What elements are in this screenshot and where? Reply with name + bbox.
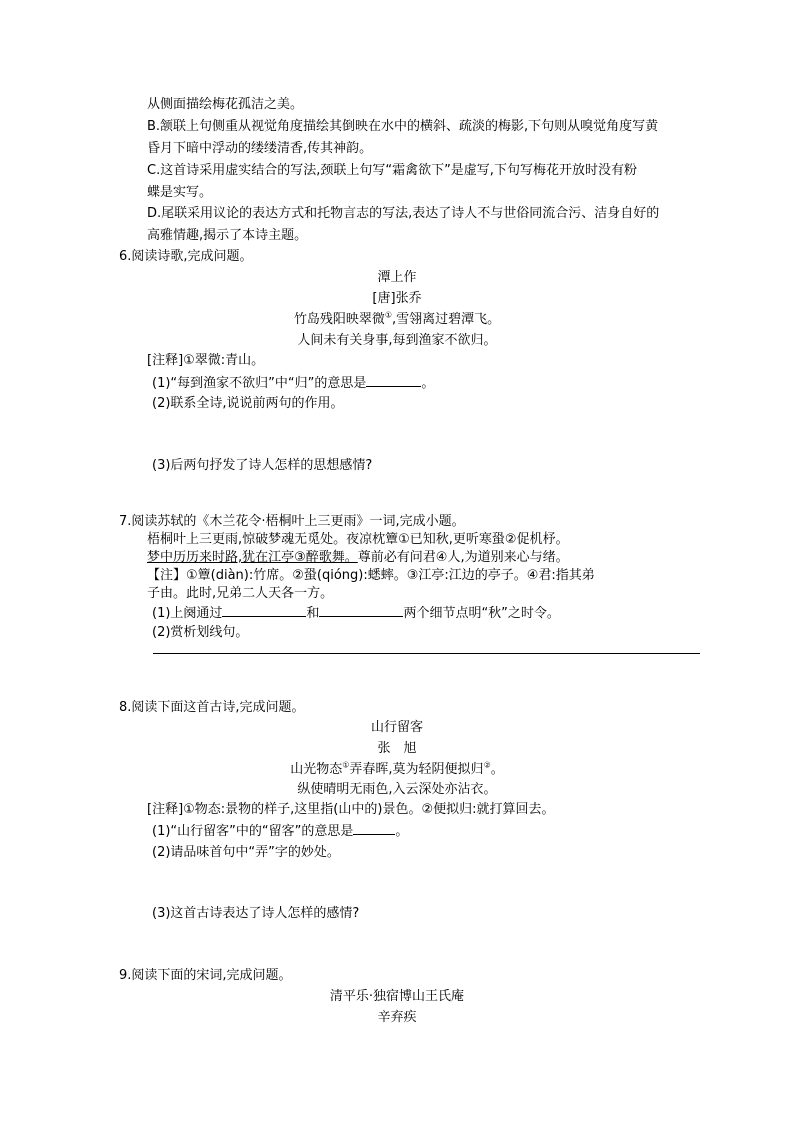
q7-sub1-end: 两个细节点明“秋”之时令。 xyxy=(403,606,560,621)
q8-poem-line1 xyxy=(0,761,794,778)
q8-poem-line1-text-b: 弄春晖,莫为轻阴便拟归 xyxy=(349,762,484,777)
q6-poem-line1-text-b: ,雪翎离过碧潭飞。 xyxy=(392,312,501,327)
q7-subquestion-2: (2)赏析划线句。 xyxy=(152,625,249,640)
q6-poem-line1 xyxy=(0,311,794,328)
answer-blank[interactable] xyxy=(366,374,421,387)
q8-subquestion-2: (2)请品味首句中“弄”字的妙处。 xyxy=(152,845,340,860)
q7-underlined-sentence: 梦中历历来时路,犹在江亭③醉歌舞。 xyxy=(147,550,358,565)
q5-option-d-line1: D.尾联采用议论的表达方式和托物言志的写法,表达了诗人不与世俗同流合污、洁身自好的 xyxy=(147,206,660,221)
q7-ci-line2 xyxy=(147,549,569,566)
q9-ci-title: 清平乐·独宿博山王氏庵 xyxy=(329,989,465,1004)
q7-ci-line1: 梧桐叶上三更雨,惊破梦魂无觅处。夜凉枕簟①已知秋,更听寒蛩②促机杼。 xyxy=(147,532,569,547)
q7-sub1-text: (1)上阕通过 xyxy=(152,606,223,621)
q7-note-line1: 【注】①簟(diàn):竹席。②蛩(qióng):蟋蟀。③江亭:江边的亭子。④君:指其弟 xyxy=(147,568,595,583)
q7-subquestion-1 xyxy=(152,604,560,622)
q6-stem: 6.阅读诗歌,完成问题。 xyxy=(119,249,253,264)
q8-stem: 8.阅读下面这首古诗,完成问题。 xyxy=(119,700,305,715)
q7-sub1-and: 和 xyxy=(306,606,320,621)
q8-poem-line2: 纵使晴明无雨色,入云深处亦沾衣。 xyxy=(297,782,497,797)
q6-poem-line1-text: 竹岛残阳映翠微 xyxy=(293,312,385,327)
q8-poem-line1-text: 山光物态 xyxy=(290,762,343,777)
q8-subquestion-1 xyxy=(152,822,408,840)
q8-footnote-marker-2: ② xyxy=(483,760,491,770)
q6-subquestion-3: (3)后两句抒发了诗人怎样的思想感情? xyxy=(152,458,373,473)
q6-subquestion-1 xyxy=(152,374,434,392)
answer-line[interactable] xyxy=(153,653,700,654)
q5-option-d-line2: 高雅情趣,揭示了本诗主题。 xyxy=(147,228,308,243)
q9-ci-author: 辛弃疾 xyxy=(377,1010,417,1025)
q6-subquestion-2: (2)联系全诗,说说前两句的作用。 xyxy=(152,396,344,411)
q8-sub1-text: (1)“山行留客”中的“留客”的意思是 xyxy=(152,824,354,839)
q7-ci-line2-rest: 尊前必有问君④人,为道别来心与绪。 xyxy=(357,550,569,565)
q8-subquestion-3: (3)这首古诗表达了诗人怎样的感情? xyxy=(152,906,360,921)
q9-stem: 9.阅读下面的宋词,完成问题。 xyxy=(119,968,292,983)
q6-poem-line2: 人间未有关身事,每到渔家不欲归。 xyxy=(297,333,497,348)
q8-sub1-end: 。 xyxy=(395,824,409,839)
q6-footnote-marker: ① xyxy=(384,310,393,320)
q5-option-c-line2: 蝶是实写。 xyxy=(147,185,213,200)
q7-note-line2: 子由。此时,兄弟二人天各一方。 xyxy=(147,586,334,601)
q8-note: [注释]①物态:景物的样子,这里指(山中的)景色。②便拟归:就打算回去。 xyxy=(147,802,555,817)
q5-option-b-line1: B.颔联上句侧重从视觉角度描绘其倒映在水中的横斜、疏淡的梅影,下句则从嗅觉角度写黄 xyxy=(147,119,659,134)
q5-option-b-line2: 昏月下暗中浮动的缕缕清香,传其神韵。 xyxy=(147,141,373,156)
answer-blank[interactable] xyxy=(222,604,306,617)
q7-stem: 7.阅读苏轼的《木兰花令·梧桐叶上三更雨》一词,完成小题。 xyxy=(119,514,465,529)
q6-poem-title: 潭上作 xyxy=(377,270,417,285)
answer-blank[interactable] xyxy=(353,822,395,835)
q8-poem-title: 山行留客 xyxy=(370,720,423,735)
answer-blank[interactable] xyxy=(319,604,403,617)
q8-poem-author: 张 旭 xyxy=(377,741,417,756)
q6-sub1-text: (1)“每到渔家不欲归”中“归”的意思是 xyxy=(152,376,367,391)
q5-option-c-line1: C.这首诗采用虚实结合的写法,颈联上句写“霜禽欲下”是虚写,下句写梅花开放时没有粉 xyxy=(147,163,637,178)
q8-poem-line1-end: 。 xyxy=(490,762,504,777)
q5-option-a-tail: 从侧面描绘梅花孤洁之美。 xyxy=(147,97,304,112)
q6-poem-author: [唐]张乔 xyxy=(372,291,422,306)
q8-footnote-marker-1: ① xyxy=(342,760,350,770)
q6-sub1-end: 。 xyxy=(421,376,435,391)
q6-note: [注释]①翠微:青山。 xyxy=(147,353,265,368)
